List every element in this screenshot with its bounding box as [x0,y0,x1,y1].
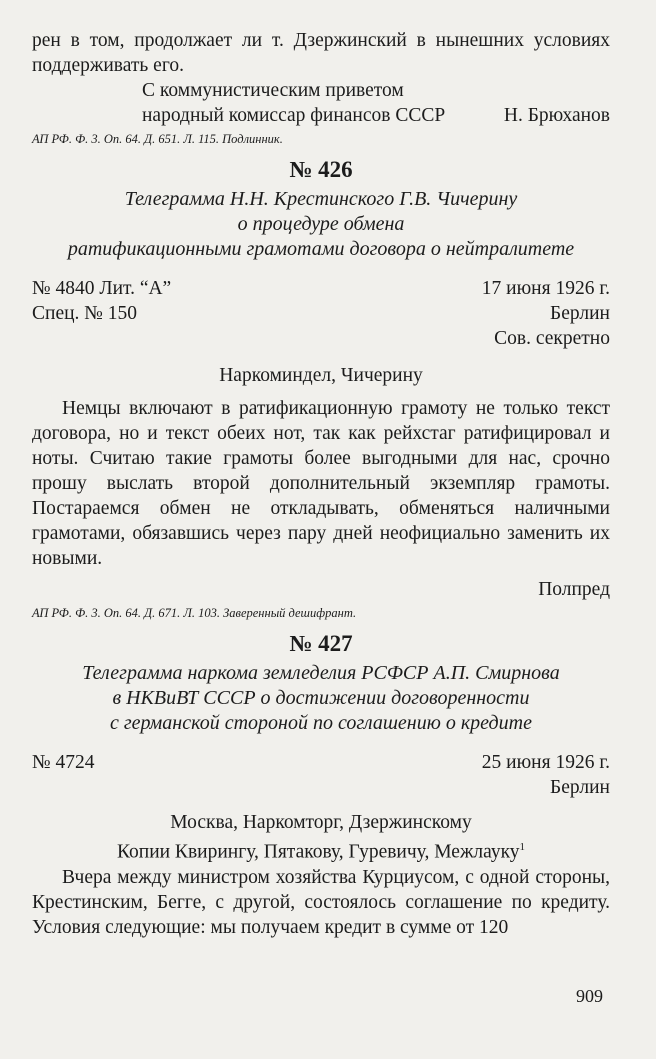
footnote-mark: 1 [519,841,526,853]
signature-block [32,103,610,128]
archive-source: АП РФ. Ф. 3. Оп. 64. Д. 651. Л. 115. Подлинник. [32,132,283,146]
copies-recipients: Копии Квирингу, Пятакову, Гуревичу, Межлауку [116,841,520,863]
continuation-text: рен в том, продолжает ли т. Дзержинский в нынешних условиях поддерживать его. [32,30,610,76]
copies-line [32,835,610,865]
document-date: 17 июня 1926 г. [481,278,610,299]
closing-greeting: С коммунистическим приветом [142,80,404,101]
document-title-line: с германской стороной по соглашению о кредите [109,712,532,734]
telegram-body: Немцы включают в ратификационную грамоту не только текст договора, но и текст обеих нот, так как рейхстаг ратифицировал и ноты. Считаю такие грамоты более выгодными для нас, срочно прошу выслать второй дополнительный экземпляр грамоты. Постараемся обмен не откладывать, обменяться наличными грамотами, обязавшись через пару дней неофициально заменить их новыми. [32,398,610,569]
document-page [32,28,610,940]
document-number: № 426 [289,157,353,182]
document-date: 25 июня 1926 г. [481,752,610,773]
document-title-line: ратификационными грамотами договора о нейтралитете [67,238,575,260]
document-place: Берлин [550,777,610,798]
secrecy-label: Сов. секретно [494,328,610,349]
telegram-body: Вчера между министром хозяйства Курциусом, с одной стороны, Крестинским, Бегге, с другой, состоялось соглашение по кредиту. Условия следующие: мы получаем кредит в сумме от 120 [32,866,610,938]
document-title-line: Телеграмма Н.Н. Крестинского Г.В. Чичерину [124,188,518,210]
reference-row [32,301,610,326]
signatory-name: Н. Брюханов [503,105,610,126]
page-number: 909 [576,986,603,1006]
signatory-title: народный комиссар финансов СССР [142,105,446,126]
document-number: № 427 [289,631,353,656]
document-title-line: Телеграмма наркома земледелия РСФСР А.П. Смирнова [82,662,560,684]
addressee: Наркоминдел, Чичерину [219,365,423,386]
document-title-line: в НКВиВТ СССР о достижении договоренности [112,687,530,709]
addressee: Москва, Наркомторг, Дзержинскому [170,812,472,833]
archive-source: АП РФ. Ф. 3. Оп. 64. Д. 671. Л. 103. Заверенный дешифрант. [32,606,357,620]
reference-row [32,750,610,775]
document-title-line: о процедуре обмена [237,213,405,235]
document-place: Берлин [550,303,610,324]
reference-number: № 4840 Лит. “А” [32,278,172,299]
reference-number: № 4724 [32,752,95,773]
telegram-signature: Полпред [538,579,610,600]
special-number: Спец. № 150 [32,303,138,324]
reference-row [32,276,610,301]
